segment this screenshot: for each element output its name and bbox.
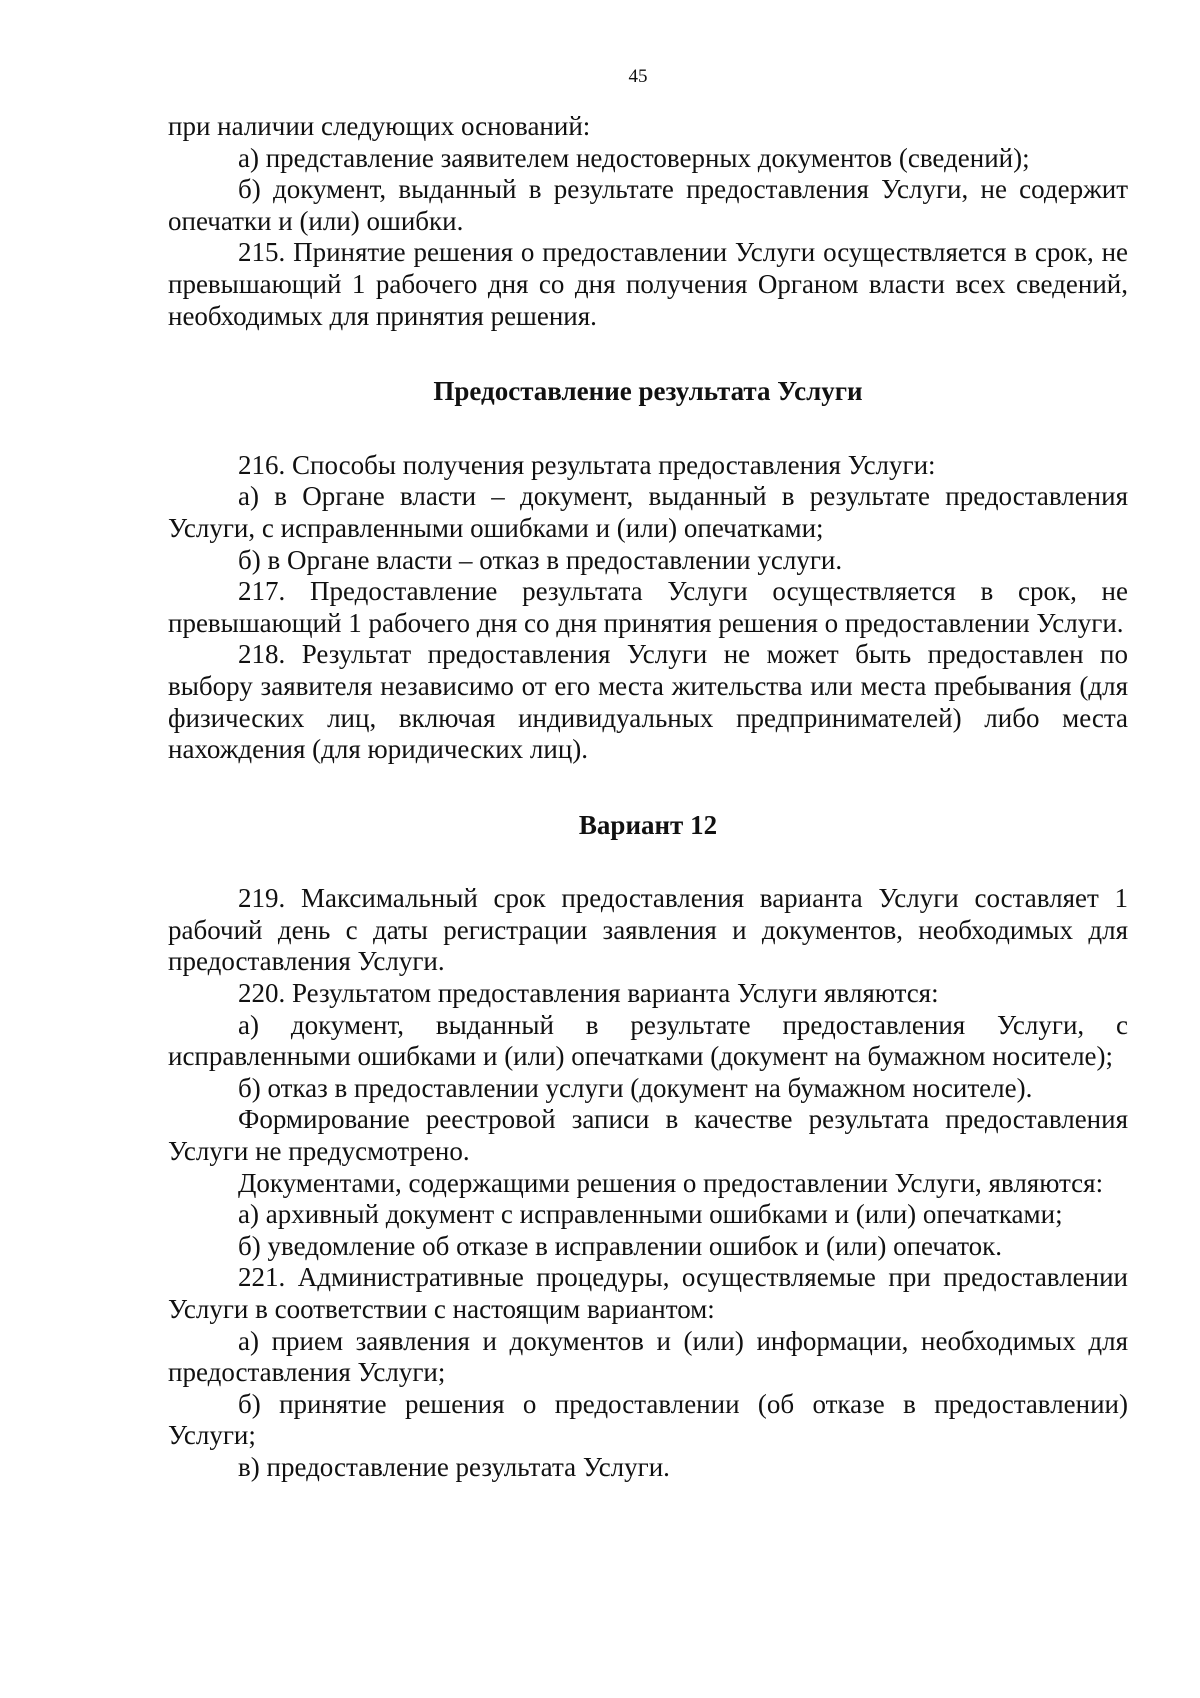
paragraph: а) прием заявления и документов и (или) информации, необходимых для предоставления Услуги;: [168, 1325, 1128, 1388]
paragraph: 220. Результатом предоставления варианта Услуги являются:: [238, 978, 939, 1009]
page-number: 45: [628, 66, 648, 87]
section-heading: Предоставление результата Услуги: [433, 376, 863, 407]
paragraph: 216. Способы получения результата предоставления Услуги:: [238, 449, 936, 480]
paragraph: а) представление заявителем недостоверных документов (сведений);: [238, 142, 1030, 173]
paragraph: 217. Предоставление результата Услуги осуществляется в срок, не превышающий 1 рабочего дня со дня принятия решения о предоставлении Услуги.: [168, 576, 1128, 638]
paragraph: б) принятие решения о предоставлении (об отказе в предоставлении) Услуги;: [168, 1388, 1128, 1451]
paragraph: б) отказ в предоставлении услуги (документ на бумажном носителе).: [238, 1072, 1033, 1103]
paragraph: при наличии следующих оснований:: [168, 111, 591, 141]
paragraph: а) архивный документ с исправленными ошибками и (или) опечатками;: [238, 1199, 1063, 1230]
paragraph: а) документ, выданный в результате предоставления Услуги, с исправленными ошибками и (или) опечатками (документ на бумажном носителе);: [168, 1009, 1128, 1072]
paragraph: 215. Принятие решения о предоставлении Услуги осуществляется в срок, не превышающий 1 рабочего дня со дня получения Органом власти всех сведений, необходимых для принятия решения.: [168, 237, 1128, 331]
paragraph: Документами, содержащими решения о предоставлении Услуги, являются:: [238, 1167, 1104, 1198]
paragraph: 219. Максимальный срок предоставления варианта Услуги составляет 1 рабочий день с даты регистрации заявления и документов, необходимых для предоставления Услуги.: [168, 883, 1128, 977]
section-heading: Вариант 12: [578, 809, 718, 840]
paragraph: Формирование реестровой записи в качестве результата предоставления Услуги не предусмотрено.: [168, 1104, 1128, 1167]
paragraph: в) предоставление результата Услуги.: [238, 1451, 670, 1482]
paragraph: 221. Административные процедуры, осуществляемые при предоставлении Услуги в соответствии с настоящим вариантом:: [168, 1262, 1128, 1324]
paragraph: 218. Результат предоставления Услуги не может быть предоставлен по выбору заявителя независимо от его места жительства или места пребывания (для физических лиц, включая индивидуальных предпринимателей) либо места нахождения (для юридических лиц).: [168, 639, 1128, 765]
paragraph: б) в Органе власти – отказ в предоставлении услуги.: [238, 544, 843, 575]
paragraph: б) документ, выданный в результате предоставления Услуги, не содержит опечатки и (или) ошибки.: [168, 174, 1128, 236]
paragraph: б) уведомление об отказе в исправлении ошибок и (или) опечаток.: [238, 1230, 1003, 1261]
paragraph: а) в Органе власти – документ, выданный в результате предоставления Услуги, с исправленными ошибками и (или) опечатками;: [168, 481, 1128, 543]
